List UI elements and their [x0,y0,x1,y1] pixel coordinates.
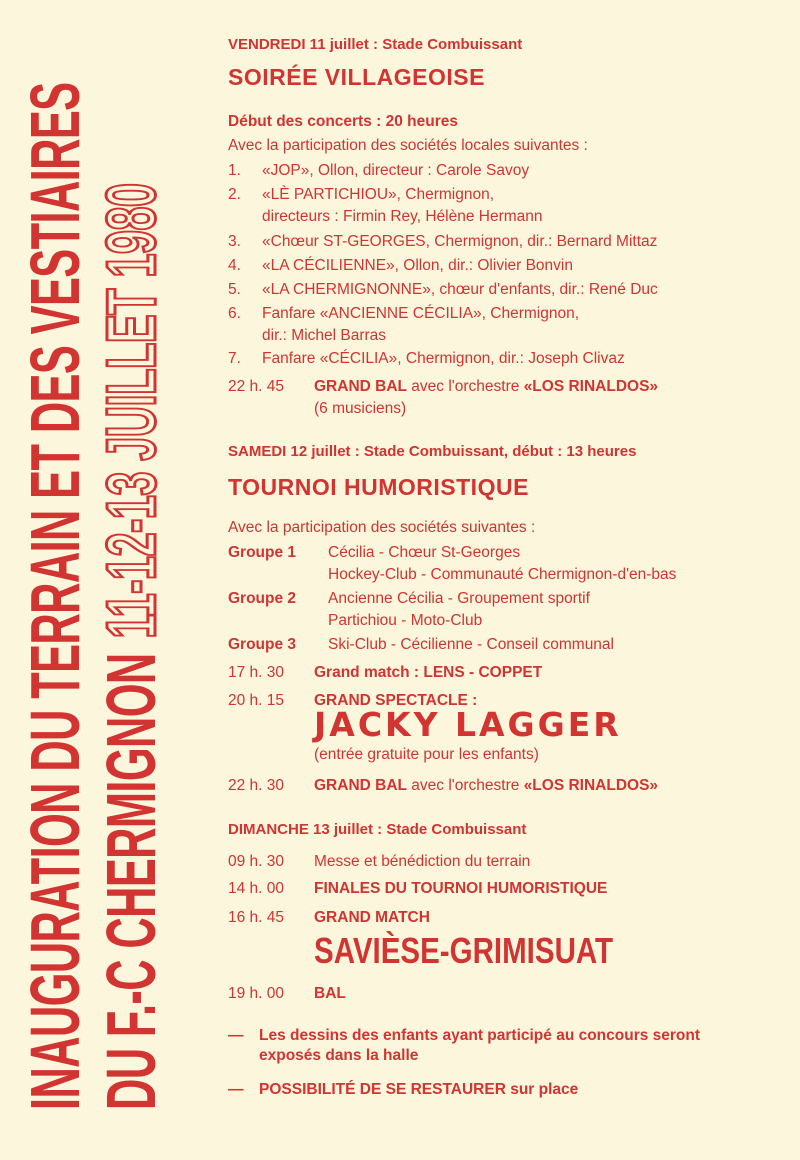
sunday-event-time: 09 h. 30 [228,853,285,870]
friday-ball-label: GRAND BAL [314,378,407,395]
list-item: «JOP», Ollon, directeur : Carole Savoy [262,162,530,179]
list-item: Fanfare «CÉCILIA», Chermignon, dir.: Joseph Clivaz [262,350,625,367]
sunday-event-time: 16 h. 45 [228,909,285,926]
list-item-continued: dir.: Michel Barras [262,327,387,344]
saturday-intro: Avec la participation des sociétés suivantes : [228,519,536,536]
note-line: exposés dans la halle [259,1047,419,1064]
group-label: Groupe 1 [228,544,297,561]
friday-header: VENDREDI 11 juillet : Stade Combuissant [228,36,523,53]
saturday-match-time: 17 h. 30 [228,664,285,681]
friday-ball-mid: avec l'orchestre [407,378,524,395]
saturday-show-time: 20 h. 15 [228,692,285,709]
friday-ball-note: (6 musiciens) [314,400,407,417]
note-line: Les dessins des enfants ayant participé au concours seront [259,1027,701,1044]
list-item-number: 3. [228,233,241,250]
saturday-ball-label: GRAND BAL [314,777,407,794]
friday-ball [314,378,658,396]
note-dash: — [228,1027,244,1044]
list-item-number: 4. [228,257,241,274]
note-dash: — [228,1081,244,1098]
list-item-number: 6. [228,305,241,322]
list-item-continued: directeurs : Firmin Rey, Hélène Hermann [262,208,543,225]
sunday-event: Messe et bénédiction du terrain [314,853,531,870]
vertical-title-club: DU F.-C CHERMIGNON [92,653,170,1110]
friday-ball-time: 22 h. 45 [228,378,285,395]
sunday-bal: BAL [314,985,346,1002]
friday-title: SOIRÉE VILLAGEOISE [228,64,485,90]
saturday-show: GRAND SPECTACLE : [314,692,478,709]
friday-ball-band: «LOS RINALDOS» [523,378,659,395]
friday-start: Début des concerts : 20 heures [228,113,458,130]
group-line: Ancienne Cécilia - Groupement sportif [328,590,590,607]
vertical-title-dates: 11-12-13 JUILLET 1980 [92,183,170,639]
sunday-event: GRAND MATCH [314,909,430,926]
list-item-number: 2. [228,186,241,203]
group-label: Groupe 3 [228,636,297,653]
group-line: Partichiou - Moto-Club [328,612,483,629]
group-label: Groupe 2 [228,590,297,607]
saturday-ball-mid: avec l'orchestre [407,777,524,794]
list-item: «LA CÉCILIENNE», Ollon, dir.: Olivier Bonvin [262,257,573,274]
list-item: «LÈ PARTICHIOU», Chermignon, [262,186,495,203]
list-item-number: 7. [228,350,241,367]
sunday-match-name: SAVIÈSE-GRIMISUAT [314,930,614,971]
list-item: «Chœur ST-GEORGES, Chermignon, dir.: Bernard Mittaz [262,233,658,250]
list-item-number: 1. [228,162,241,179]
list-item: «LA CHERMIGNONNE», chœur d'enfants, dir.: René Duc [262,281,658,298]
saturday-header: SAMEDI 12 juillet : Stade Combuissant, début : 13 heures [228,443,637,460]
sunday-event: FINALES DU TOURNOI HUMORISTIQUE [314,880,608,897]
sunday-event-time: 14 h. 00 [228,880,285,897]
saturday-title: TOURNOI HUMORISTIQUE [228,474,529,500]
saturday-show-artist: JACKY LAGGER [314,705,622,744]
group-line: Cécilia - Chœur St-Georges [328,544,521,561]
sunday-bal-time: 19 h. 00 [228,985,285,1002]
saturday-ball-band: «LOS RINALDOS» [523,777,659,794]
saturday-match: Grand match : LENS - COPPET [314,664,543,681]
saturday-ball [314,777,658,795]
note-restaurant [259,1081,578,1099]
sunday-header: DIMANCHE 13 juillet : Stade Combuissant [228,821,527,838]
list-item: Fanfare «ANCIENNE CÉCILIA», Chermignon, [262,305,580,322]
note-restaurant-bold: POSSIBILITÉ DE SE RESTAURER [259,1081,506,1098]
list-item-number: 5. [228,281,241,298]
note-restaurant-rest: sur place [505,1081,579,1098]
group-line: Hockey-Club - Communauté Chermignon-d'en-bas [328,566,677,583]
saturday-ball-time: 22 h. 30 [228,777,285,794]
saturday-show-note: (entrée gratuite pour les enfants) [314,746,539,763]
friday-intro: Avec la participation des sociétés locales suivantes : [228,137,588,154]
group-line: Ski-Club - Cécilienne - Conseil communal [328,636,614,653]
vertical-title-line1: INAUGURATION DU TERRAIN ET DES VESTIAIRES [16,82,94,1110]
